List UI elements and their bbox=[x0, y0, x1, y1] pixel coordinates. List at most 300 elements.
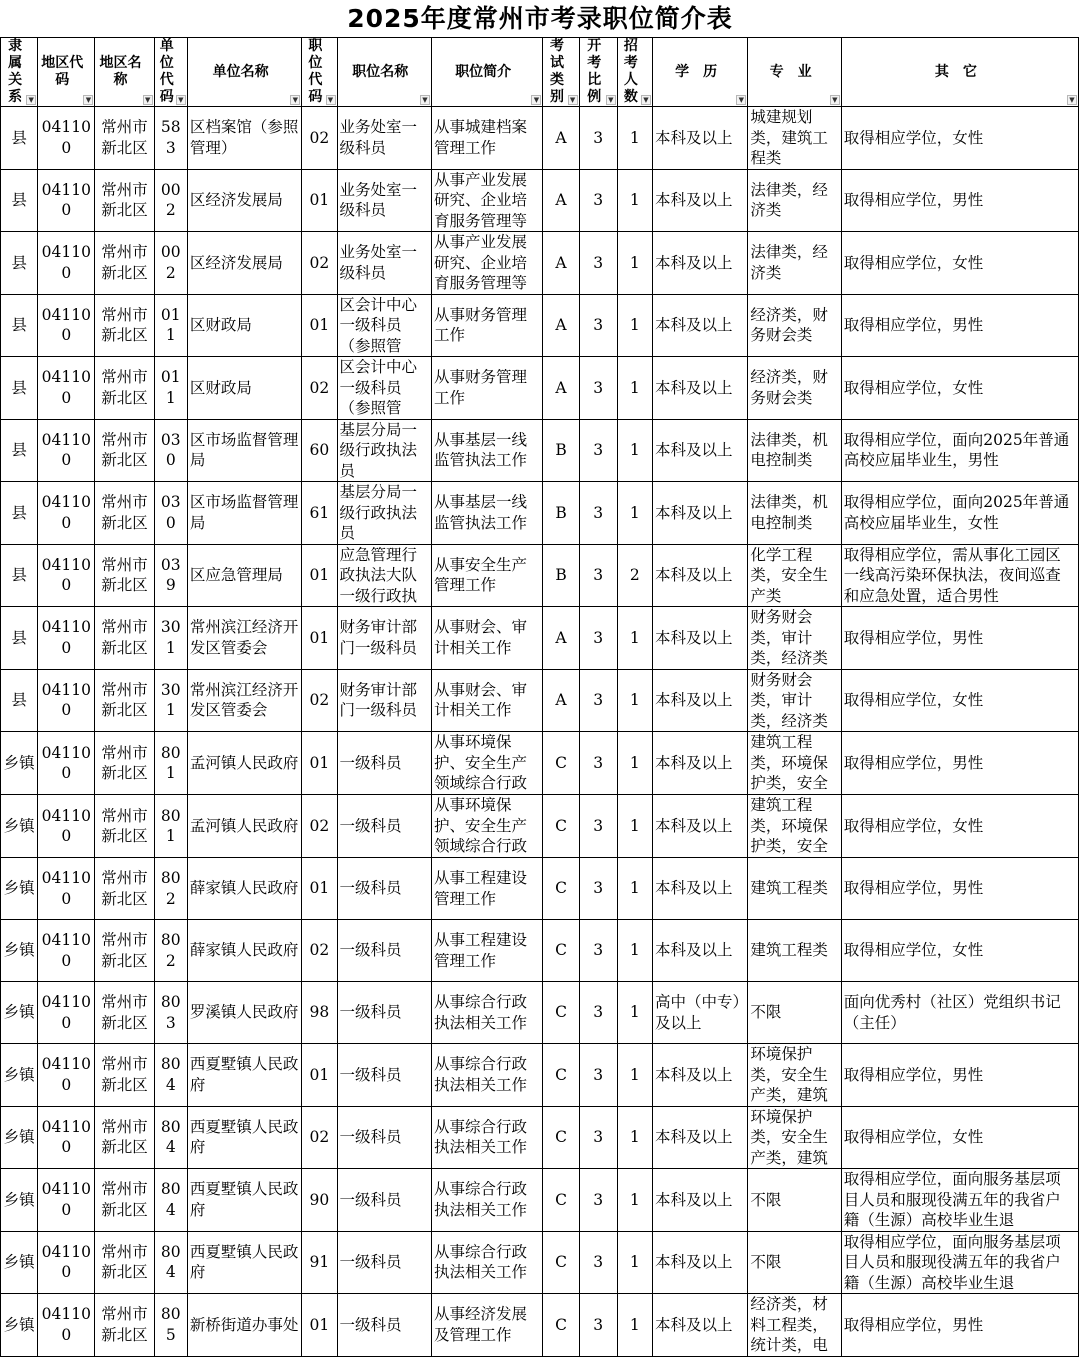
cell-other bbox=[841, 920, 1078, 982]
cell-other bbox=[841, 1106, 1078, 1169]
cell-text: 环境保护类，安全生产类，建筑 bbox=[750, 1045, 828, 1104]
column-header-exam-category bbox=[543, 38, 579, 107]
cell-education bbox=[652, 732, 747, 795]
cell-region-name bbox=[95, 482, 154, 545]
filter-dropdown-icon[interactable]: ▼ bbox=[326, 95, 336, 105]
cell-text: 804 bbox=[160, 1242, 181, 1282]
cell-text: 01 bbox=[309, 753, 330, 772]
cell-text: 建筑工程类，环境保护类，安全 bbox=[750, 796, 828, 856]
cell-text: 建筑工程类 bbox=[750, 941, 828, 960]
cell-region-name bbox=[95, 232, 154, 295]
filter-dropdown-icon[interactable]: ▼ bbox=[83, 95, 93, 105]
filter-dropdown-icon[interactable]: ▼ bbox=[26, 95, 36, 105]
cell-unit-code bbox=[154, 1106, 187, 1169]
cell-text: 1 bbox=[629, 1253, 640, 1271]
filter-dropdown-icon[interactable]: ▼ bbox=[606, 95, 616, 105]
cell-text: 常州市新北区 bbox=[101, 1055, 148, 1094]
cell-unit-code bbox=[154, 232, 187, 295]
cell-exam-category bbox=[543, 419, 579, 482]
cell-other bbox=[841, 419, 1078, 482]
cell-position-code bbox=[302, 1294, 337, 1357]
cell-text: 经济类，财务财会类 bbox=[750, 305, 828, 345]
cell-unit-code bbox=[154, 732, 187, 795]
cell-text: 常州市新北区 bbox=[101, 555, 148, 595]
cell-position-code bbox=[302, 858, 337, 920]
column-header-region-name bbox=[95, 38, 154, 107]
cell-region-name bbox=[95, 1169, 154, 1232]
cell-text: 01 bbox=[309, 628, 330, 647]
cell-text: 一级科员 bbox=[339, 879, 402, 898]
cell-affiliation bbox=[1, 169, 38, 232]
cell-exam-category bbox=[543, 607, 579, 670]
cell-text: 本科及以上 bbox=[654, 879, 733, 898]
page-title: 2025年度常州市考录职位简介表 bbox=[347, 4, 733, 33]
cell-text: 1 bbox=[629, 1190, 640, 1209]
cell-major bbox=[748, 982, 841, 1044]
cell-exam-ratio bbox=[579, 419, 617, 482]
cell-education bbox=[652, 858, 747, 920]
cell-other bbox=[841, 482, 1078, 545]
cell-region-code bbox=[38, 294, 95, 357]
table-row bbox=[1, 1169, 1079, 1232]
cell-text: 041100 bbox=[41, 680, 91, 720]
cell-text: 县 bbox=[11, 378, 27, 397]
header-row bbox=[1, 38, 1079, 107]
cell-text: 1 bbox=[629, 503, 640, 522]
cell-text: 1 bbox=[629, 191, 640, 209]
cell-text: 财务财会类，审计类，经济类 bbox=[750, 670, 828, 730]
cell-text: 取得相应学位，男性 bbox=[843, 879, 984, 898]
cell-region-code bbox=[38, 1231, 95, 1294]
cell-text: 1 bbox=[629, 879, 640, 898]
cell-text: 环境保护类，安全生产类，建筑 bbox=[750, 1107, 828, 1167]
cell-text: 3 bbox=[593, 879, 604, 898]
cell-text: 804 bbox=[160, 1055, 181, 1094]
cell-text: 3 bbox=[593, 753, 604, 772]
cell-text: 法律类，经济类 bbox=[750, 243, 828, 282]
cell-text: 3 bbox=[593, 191, 604, 209]
cell-position-name bbox=[337, 1106, 431, 1169]
cell-text: A bbox=[555, 191, 567, 209]
cell-text: 法律类，机电控制类 bbox=[750, 430, 828, 470]
cell-exam-ratio bbox=[579, 544, 617, 607]
cell-affiliation bbox=[1, 1231, 38, 1294]
cell-text: C bbox=[555, 941, 567, 960]
cell-text: 本科及以上 bbox=[654, 816, 733, 835]
cell-exam-category bbox=[543, 544, 579, 607]
cell-position-code bbox=[302, 232, 337, 295]
cell-text: 区财政局 bbox=[189, 378, 252, 397]
cell-position-code bbox=[302, 669, 337, 732]
cell-region-name bbox=[95, 795, 154, 858]
cell-affiliation bbox=[1, 482, 38, 545]
cell-region-code bbox=[38, 795, 95, 858]
cell-position-code bbox=[302, 795, 337, 858]
cell-text: 取得相应学位，面向服务基层项目人员和服现役满五年的我省户籍（生源）高校毕业生退 bbox=[843, 1170, 1061, 1229]
cell-text: 一级科员 bbox=[339, 1065, 402, 1084]
cell-text: 县 bbox=[11, 691, 27, 709]
cell-text: 3 bbox=[593, 1128, 604, 1146]
cell-major bbox=[748, 482, 841, 545]
cell-exam-ratio bbox=[579, 669, 617, 732]
cell-recruit-count bbox=[617, 1169, 652, 1232]
column-header-exam-ratio bbox=[579, 38, 617, 107]
cell-unit-code bbox=[154, 982, 187, 1044]
cell-text: 本科及以上 bbox=[654, 253, 733, 272]
cell-unit-name bbox=[187, 858, 302, 920]
table-row bbox=[1, 107, 1079, 170]
cell-text: 1 bbox=[629, 128, 640, 147]
cell-recruit-count bbox=[617, 920, 652, 982]
cell-text: 61 bbox=[309, 503, 330, 522]
cell-recruit-count bbox=[617, 795, 652, 858]
cell-text: 取得相应学位，面向2025年普通高校应届毕业生，女性 bbox=[843, 493, 1070, 532]
cell-position-summary bbox=[431, 982, 543, 1044]
column-header-education bbox=[652, 38, 747, 107]
cell-exam-ratio bbox=[579, 232, 617, 295]
cell-text: 804 bbox=[160, 1117, 181, 1157]
cell-text: 区市场监督管理局 bbox=[189, 430, 299, 470]
cell-education bbox=[652, 232, 747, 295]
cell-unit-code bbox=[154, 357, 187, 420]
cell-text: 98 bbox=[309, 1003, 330, 1022]
cell-text: 本科及以上 bbox=[654, 441, 733, 459]
cell-position-name bbox=[337, 858, 431, 920]
filter-dropdown-icon[interactable]: ▼ bbox=[830, 95, 840, 105]
cell-exam-category bbox=[543, 482, 579, 545]
cell-text: 面向优秀村（社区）党组织书记（主任） bbox=[843, 993, 1061, 1032]
cell-text: C bbox=[555, 1253, 567, 1271]
cell-text: C bbox=[555, 1315, 567, 1334]
cell-other bbox=[841, 1044, 1078, 1107]
positions-table bbox=[0, 37, 1079, 1357]
cell-position-name bbox=[337, 732, 431, 795]
cell-text: 041100 bbox=[41, 430, 91, 470]
cell-position-name bbox=[337, 232, 431, 295]
cell-affiliation bbox=[1, 795, 38, 858]
cell-position-name bbox=[337, 1169, 431, 1232]
cell-text: 取得相应学位，男性 bbox=[843, 1315, 984, 1334]
cell-recruit-count bbox=[617, 232, 652, 295]
cell-region-name bbox=[95, 1044, 154, 1107]
cell-text: 1 bbox=[629, 316, 640, 334]
cell-region-name bbox=[95, 169, 154, 232]
cell-text: 区应急管理局 bbox=[189, 566, 283, 584]
cell-text: 011 bbox=[160, 305, 181, 345]
cell-text: 041100 bbox=[41, 555, 91, 595]
filter-dropdown-icon[interactable]: ▼ bbox=[420, 95, 430, 105]
cell-text: 从事环境保护、安全生产领域综合行政 bbox=[433, 796, 527, 855]
cell-text: A bbox=[555, 691, 567, 709]
cell-affiliation bbox=[1, 357, 38, 420]
filter-dropdown-icon[interactable]: ▼ bbox=[290, 95, 300, 105]
table-row bbox=[1, 607, 1079, 670]
cell-position-name bbox=[337, 607, 431, 670]
cell-exam-ratio bbox=[579, 920, 617, 982]
cell-text: 不限 bbox=[750, 1003, 782, 1022]
cell-text: 乡镇 bbox=[3, 1315, 35, 1334]
cell-unit-name bbox=[187, 732, 302, 795]
cell-text: 一级科员 bbox=[339, 1190, 402, 1209]
cell-other bbox=[841, 169, 1078, 232]
cell-text: 经济类，财务财会类 bbox=[750, 368, 828, 407]
cell-other bbox=[841, 982, 1078, 1044]
cell-text: 91 bbox=[309, 1253, 330, 1271]
cell-unit-name bbox=[187, 107, 302, 170]
column-header-position-name bbox=[337, 38, 431, 107]
cell-position-name bbox=[337, 920, 431, 982]
cell-text: C bbox=[555, 1190, 567, 1209]
table-row bbox=[1, 1231, 1079, 1294]
cell-text: 039 bbox=[160, 555, 181, 595]
cell-text: 1 bbox=[629, 628, 640, 647]
cell-exam-ratio bbox=[579, 1169, 617, 1232]
cell-exam-category bbox=[543, 357, 579, 420]
cell-recruit-count bbox=[617, 107, 652, 170]
cell-text: 从事财务管理工作 bbox=[433, 305, 527, 345]
cell-text: 西夏墅镇人民政府 bbox=[189, 1180, 299, 1219]
cell-text: 3 bbox=[593, 441, 604, 459]
cell-text: 县 bbox=[11, 566, 27, 584]
cell-position-name bbox=[337, 169, 431, 232]
cell-affiliation bbox=[1, 982, 38, 1044]
cell-text: 本科及以上 bbox=[654, 1315, 733, 1334]
cell-text: 1 bbox=[629, 253, 640, 272]
cell-recruit-count bbox=[617, 669, 652, 732]
cell-text: 本科及以上 bbox=[654, 753, 733, 772]
cell-position-name bbox=[337, 1231, 431, 1294]
filter-dropdown-icon[interactable]: ▼ bbox=[143, 95, 153, 105]
cell-text: 县 bbox=[11, 628, 27, 647]
filter-dropdown-icon[interactable]: ▼ bbox=[1067, 95, 1077, 105]
filter-dropdown-icon[interactable]: ▼ bbox=[641, 95, 651, 105]
cell-exam-ratio bbox=[579, 169, 617, 232]
column-header-label: 职位简介 bbox=[455, 63, 512, 80]
cell-text: 常州市新北区 bbox=[101, 869, 148, 908]
cell-text: 本科及以上 bbox=[654, 628, 733, 647]
filter-dropdown-icon[interactable]: ▼ bbox=[568, 95, 578, 105]
cell-position-summary bbox=[431, 1044, 543, 1107]
cell-education bbox=[652, 607, 747, 670]
cell-exam-category bbox=[543, 795, 579, 858]
cell-text: 取得相应学位，男性 bbox=[843, 191, 984, 209]
cell-text: 常州滨江经济开发区管委会 bbox=[189, 680, 299, 720]
cell-text: 3 bbox=[593, 316, 604, 334]
cell-text: 本科及以上 bbox=[654, 316, 733, 334]
cell-text: 西夏墅镇人民政府 bbox=[189, 1055, 299, 1094]
cell-text: 取得相应学位，男性 bbox=[843, 753, 984, 772]
cell-region-name bbox=[95, 544, 154, 607]
cell-region-name bbox=[95, 107, 154, 170]
cell-text: C bbox=[555, 816, 567, 835]
cell-exam-ratio bbox=[579, 294, 617, 357]
cell-text: C bbox=[555, 1003, 567, 1022]
cell-text: 常州市新北区 bbox=[101, 743, 148, 782]
cell-text: 取得相应学位，女性 bbox=[843, 691, 984, 709]
cell-region-code bbox=[38, 607, 95, 670]
column-header-unit-code bbox=[154, 38, 187, 107]
cell-text: 02 bbox=[309, 128, 330, 147]
cell-region-name bbox=[95, 858, 154, 920]
cell-major bbox=[748, 1169, 841, 1232]
cell-other bbox=[841, 232, 1078, 295]
cell-text: 区会计中心一级科员（参照管 bbox=[339, 358, 418, 417]
cell-text: 1 bbox=[629, 378, 640, 397]
cell-text: 从事城建档案管理工作 bbox=[433, 118, 527, 157]
cell-text: 041100 bbox=[41, 618, 91, 657]
cell-region-code bbox=[38, 419, 95, 482]
table-row bbox=[1, 795, 1079, 858]
cell-text: B bbox=[555, 566, 567, 584]
cell-text: 805 bbox=[160, 1305, 181, 1344]
cell-recruit-count bbox=[617, 982, 652, 1044]
cell-position-code bbox=[302, 294, 337, 357]
cell-text: 新桥街道办事处 bbox=[189, 1315, 299, 1334]
cell-unit-code bbox=[154, 294, 187, 357]
cell-region-name bbox=[95, 294, 154, 357]
cell-exam-category bbox=[543, 107, 579, 170]
cell-position-summary bbox=[431, 232, 543, 295]
cell-text: 常州市新北区 bbox=[101, 618, 148, 657]
cell-education bbox=[652, 669, 747, 732]
cell-text: 本科及以上 bbox=[654, 566, 733, 584]
cell-text: 乡镇 bbox=[3, 1253, 35, 1271]
cell-major bbox=[748, 544, 841, 607]
cell-text: 取得相应学位，女性 bbox=[843, 941, 984, 960]
cell-other bbox=[841, 1169, 1078, 1232]
cell-unit-code bbox=[154, 669, 187, 732]
cell-text: C bbox=[555, 1128, 567, 1146]
cell-position-summary bbox=[431, 858, 543, 920]
cell-other bbox=[841, 607, 1078, 670]
table-row bbox=[1, 232, 1079, 295]
cell-text: 从事安全生产管理工作 bbox=[433, 555, 527, 595]
filter-dropdown-icon[interactable]: ▼ bbox=[176, 95, 186, 105]
cell-region-name bbox=[95, 419, 154, 482]
column-header-region-code bbox=[38, 38, 95, 107]
column-header-label: 专 业 bbox=[769, 63, 812, 80]
cell-region-name bbox=[95, 920, 154, 982]
cell-text: 常州市新北区 bbox=[101, 1117, 148, 1157]
cell-position-name bbox=[337, 795, 431, 858]
cell-unit-name bbox=[187, 357, 302, 420]
cell-text: B bbox=[555, 441, 567, 459]
cell-text: 从事工程建设管理工作 bbox=[433, 931, 527, 970]
column-header-label: 单位代码 bbox=[159, 38, 174, 105]
cell-text: 从事综合行政执法相关工作 bbox=[433, 1117, 527, 1157]
cell-position-name bbox=[337, 294, 431, 357]
cell-unit-name bbox=[187, 982, 302, 1044]
cell-text: 化学工程类，安全生产类 bbox=[750, 545, 828, 605]
cell-text: 本科及以上 bbox=[654, 691, 733, 709]
cell-text: 804 bbox=[160, 1180, 181, 1219]
cell-text: 取得相应学位，男性 bbox=[843, 1065, 984, 1084]
cell-affiliation bbox=[1, 107, 38, 170]
cell-text: 常州市新北区 bbox=[101, 1242, 148, 1282]
cell-affiliation bbox=[1, 1106, 38, 1169]
cell-text: 1 bbox=[629, 441, 640, 459]
cell-exam-category bbox=[543, 1169, 579, 1232]
cell-text: 1 bbox=[629, 1003, 640, 1022]
cell-region-code bbox=[38, 107, 95, 170]
cell-unit-code bbox=[154, 920, 187, 982]
cell-text: 01 bbox=[309, 566, 330, 584]
cell-position-name bbox=[337, 357, 431, 420]
cell-text: 041100 bbox=[41, 305, 91, 345]
cell-affiliation bbox=[1, 607, 38, 670]
table-row bbox=[1, 920, 1079, 982]
cell-affiliation bbox=[1, 294, 38, 357]
cell-position-summary bbox=[431, 732, 543, 795]
cell-text: C bbox=[555, 1065, 567, 1084]
filter-dropdown-icon[interactable]: ▼ bbox=[736, 95, 746, 105]
cell-text: 3 bbox=[593, 941, 604, 960]
cell-exam-ratio bbox=[579, 1231, 617, 1294]
cell-major bbox=[748, 1294, 841, 1357]
cell-text: 常州市新北区 bbox=[101, 180, 148, 220]
cell-text: 乡镇 bbox=[3, 941, 35, 960]
cell-text: 区财政局 bbox=[189, 316, 252, 334]
cell-other bbox=[841, 107, 1078, 170]
cell-text: 不限 bbox=[750, 1253, 782, 1271]
cell-text: 3 bbox=[593, 1190, 604, 1209]
cell-text: 1 bbox=[629, 1315, 640, 1334]
cell-major bbox=[748, 357, 841, 420]
cell-major bbox=[748, 858, 841, 920]
cell-text: 030 bbox=[160, 493, 181, 532]
cell-position-code bbox=[302, 544, 337, 607]
cell-affiliation bbox=[1, 419, 38, 482]
cell-unit-code bbox=[154, 1169, 187, 1232]
cell-text: 3 bbox=[593, 1315, 604, 1334]
cell-position-summary bbox=[431, 1231, 543, 1294]
cell-position-code bbox=[302, 419, 337, 482]
cell-education bbox=[652, 294, 747, 357]
cell-text: 县 bbox=[11, 503, 27, 522]
cell-position-code bbox=[302, 1169, 337, 1232]
cell-text: 041100 bbox=[41, 1305, 91, 1344]
table-row bbox=[1, 858, 1079, 920]
cell-exam-ratio bbox=[579, 107, 617, 170]
cell-unit-code bbox=[154, 1044, 187, 1107]
table-row bbox=[1, 732, 1079, 795]
cell-text: 取得相应学位，女性 bbox=[843, 1128, 984, 1146]
cell-text: 本科及以上 bbox=[654, 1128, 733, 1146]
cell-text: 803 bbox=[160, 993, 181, 1032]
cell-unit-name bbox=[187, 169, 302, 232]
cell-text: 从事财会、审计相关工作 bbox=[433, 618, 527, 657]
cell-text: 从事经济发展及管理工作 bbox=[433, 1305, 527, 1344]
cell-text: 02 bbox=[309, 941, 330, 960]
cell-text: 建筑工程类，环境保护类，安全 bbox=[750, 733, 828, 793]
cell-text: 041100 bbox=[41, 368, 91, 407]
cell-text: 取得相应学位，面向2025年普通高校应届毕业生，男性 bbox=[843, 430, 1070, 470]
cell-text: 011 bbox=[160, 368, 181, 407]
cell-text: 本科及以上 bbox=[654, 503, 733, 522]
filter-dropdown-icon[interactable]: ▼ bbox=[531, 95, 541, 105]
cell-text: 3 bbox=[593, 816, 604, 835]
cell-text: 取得相应学位，需从事化工园区一线高污染环保执法，夜间巡查和应急处置，适合男性 bbox=[843, 545, 1061, 605]
cell-text: 本科及以上 bbox=[654, 128, 733, 147]
cell-text: 法律类，机电控制类 bbox=[750, 493, 828, 532]
cell-text: 业务处室一级科员 bbox=[339, 243, 418, 282]
cell-region-name bbox=[95, 607, 154, 670]
column-header-label: 职位代码 bbox=[308, 38, 323, 105]
table-row bbox=[1, 982, 1079, 1044]
cell-recruit-count bbox=[617, 1231, 652, 1294]
cell-text: 经济类，材料工程类，统计类，电 bbox=[750, 1295, 828, 1354]
cell-text: 041100 bbox=[41, 1180, 91, 1219]
